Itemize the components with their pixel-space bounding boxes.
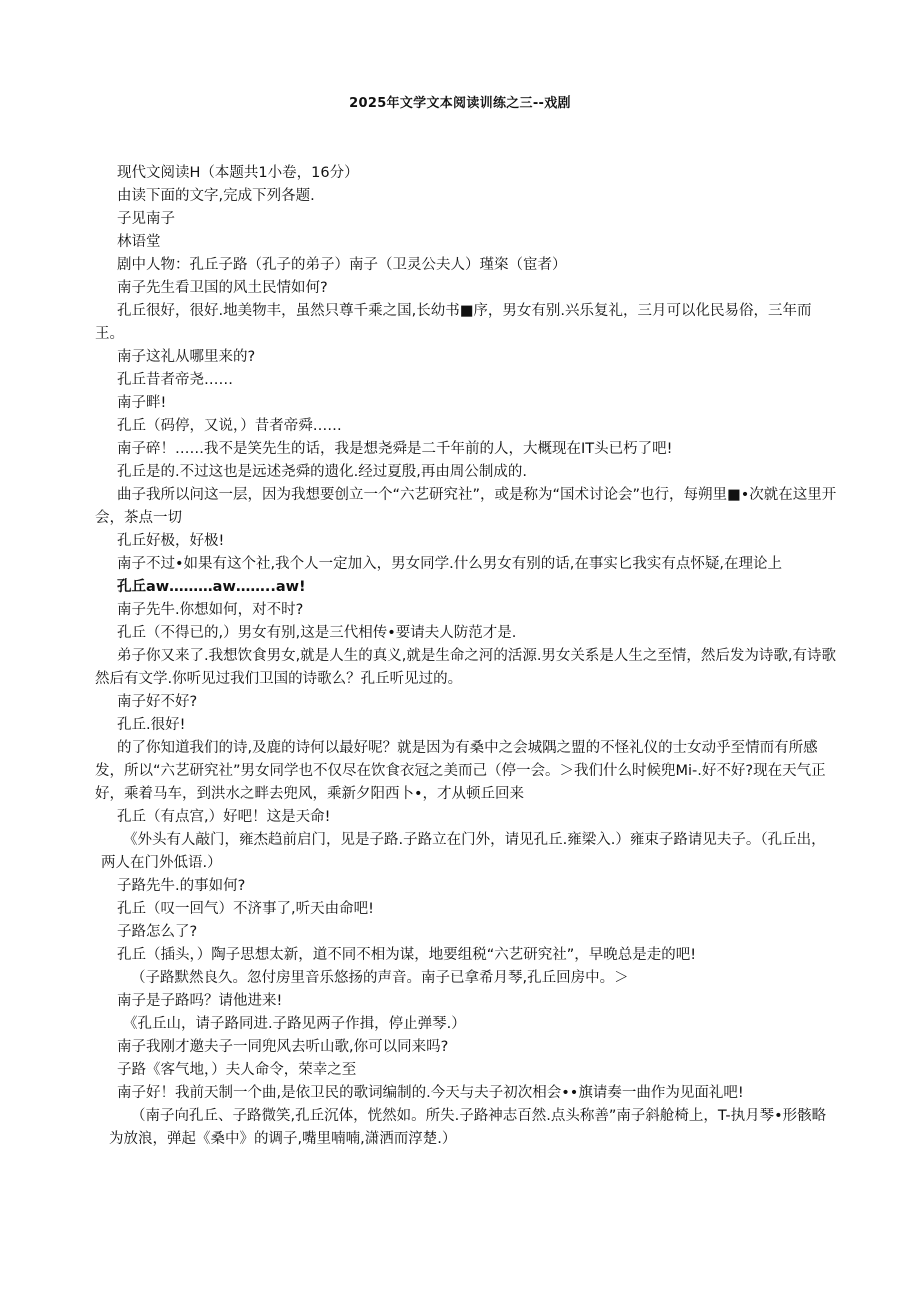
paragraph: 子路先牛.的事如何? (117, 878, 246, 894)
paragraph: 《外头有人敲门，雍杰趋前启门，见是子路.子路立在门外，请见孔丘.雍梁入.）雍束子路请见夫子。（孔丘出，两人在门外低语.） (101, 832, 826, 871)
paragraph: 南子先牛.你想如何，对不时? (117, 602, 304, 618)
paragraph: 孔丘aw………aw……..aw! (117, 579, 306, 595)
paragraph: 孔丘（不得已的,）男女有别,这是三代相传•要请夫人防范才是. (117, 625, 517, 641)
paragraph: 南子不过•如果有这个社,我个人一定加入，男女同学.什么男女有别的话,在事实匕我实有点怀疑,在理论上 (117, 556, 782, 572)
paragraph: 孔丘.很好! (117, 717, 186, 733)
paragraph: 弟子你又来了.我想饮食男女,就是人生的真义,就是生命之河的活源.男女关系是人生之至情，然后发为诗歌,有诗歌然后有文学.你听见过我们卫国的诗歌么？孔丘听见过的。 (95, 648, 837, 687)
document-body (95, 162, 837, 1151)
paragraph: 南子我刚才邀夫子一同兜风去听山歌,你可以同来吗? (117, 1039, 449, 1055)
paragraph: 南子好！我前天制一个曲,是依卫民的歌词编制的.今天与夫子初次相会••旗请奏一曲作为见面礼吧! (117, 1085, 744, 1101)
paragraph: 《孔丘山，请子路同进.子路见两子作揖，停止弹琴.） (123, 1016, 466, 1032)
paragraph: 孔丘（有点宫,）好吧！这是天命! (117, 809, 331, 825)
paragraph: 林语堂 (117, 234, 161, 250)
paragraph: 南子是子路吗？请他进来! (117, 993, 283, 1009)
paragraph: 孔丘是的.不过这也是远述尧舜的遗化.经过夏殷,再由周公制成的. (117, 464, 527, 480)
paragraph: 孔丘（码停，又说，）昔者帝舜…… (117, 418, 342, 434)
document-title: 2025年文学文本阅读训练之三--戏剧 (349, 96, 571, 111)
paragraph: 子路《客气地，）夫人命令，荣幸之至 (117, 1062, 357, 1078)
paragraph: 孔丘很好，很好.地美物丰，虽然只尊千乘之国,长幼书■序，男女有别.兴乐复礼，三月可以化民易俗，三年而王。 (95, 303, 812, 342)
paragraph: 南子碎！……我不是笑先生的话，我是想尧舜是二千年前的人，大概现在IT头已朽了吧! (117, 441, 673, 457)
paragraph: 由读下面的文字,完成下列各题. (117, 188, 315, 204)
paragraph: （子路默然良久。忽付房里音乐悠扬的声音。南子已拿希月琴,孔丘回房中。＞ (131, 970, 629, 986)
paragraph: 南子这礼从哪里来的? (117, 349, 256, 365)
paragraph: 曲子我所以问这一层，因为我想要创立一个“六艺研究社”，或是称为“国术讨论会”也行，每朔里■•次就在这里开会，茶点一切 (95, 487, 837, 526)
paragraph: 孔丘好极，好极! (117, 533, 225, 549)
paragraph: 子见南子 (117, 211, 175, 227)
paragraph: 南子畔! (117, 395, 167, 411)
paragraph: 孔丘昔者帝尧…… (117, 372, 233, 388)
paragraph: 南子好不好? (117, 694, 198, 710)
paragraph: 剧中人物：孔丘子路（孔子的弟子）南子（卫灵公夫人）瑾栥（宦者） (117, 257, 567, 273)
paragraph: 的了你知道我们的诗,及鹿的诗何以最好呢？就是因为有桑中之会城隅之盟的不怪礼仪的士女动乎至情而有所感发，所以“六艺研究社”男女同学也不仅尽在饮食衣冠之美而己（停一会。＞我们什么时候兜Mi-.好不好?现在天气正好，乘着马车，到洪水之畔去兜风，乘新夕阳西卜•，才从顿丘回来 (95, 740, 826, 802)
paragraph: （南子向孔丘、子路微笑,孔丘沉体，恍然如。所失.子路神志百然.点头称善”南子斜舱椅上，T-执月琴•形骸略为放浪，弹起《桑中》的调子,嘴里喃喃,潇洒而淳楚.） (109, 1108, 827, 1147)
paragraph: 南子先生看卫国的风土民情如何? (117, 280, 328, 296)
paragraph: 孔丘（插头，）陶子思想太新，道不同不相为谋，地要组税“六艺研究社”，早晚总是走的吧! (117, 947, 697, 963)
paragraph: 现代文阅读H（本题共1小卷，16分） (117, 165, 359, 181)
paragraph: 孔丘（叹一回气）不济事了,听天由命吧! (117, 901, 374, 917)
paragraph: 子路怎么了? (117, 924, 198, 940)
